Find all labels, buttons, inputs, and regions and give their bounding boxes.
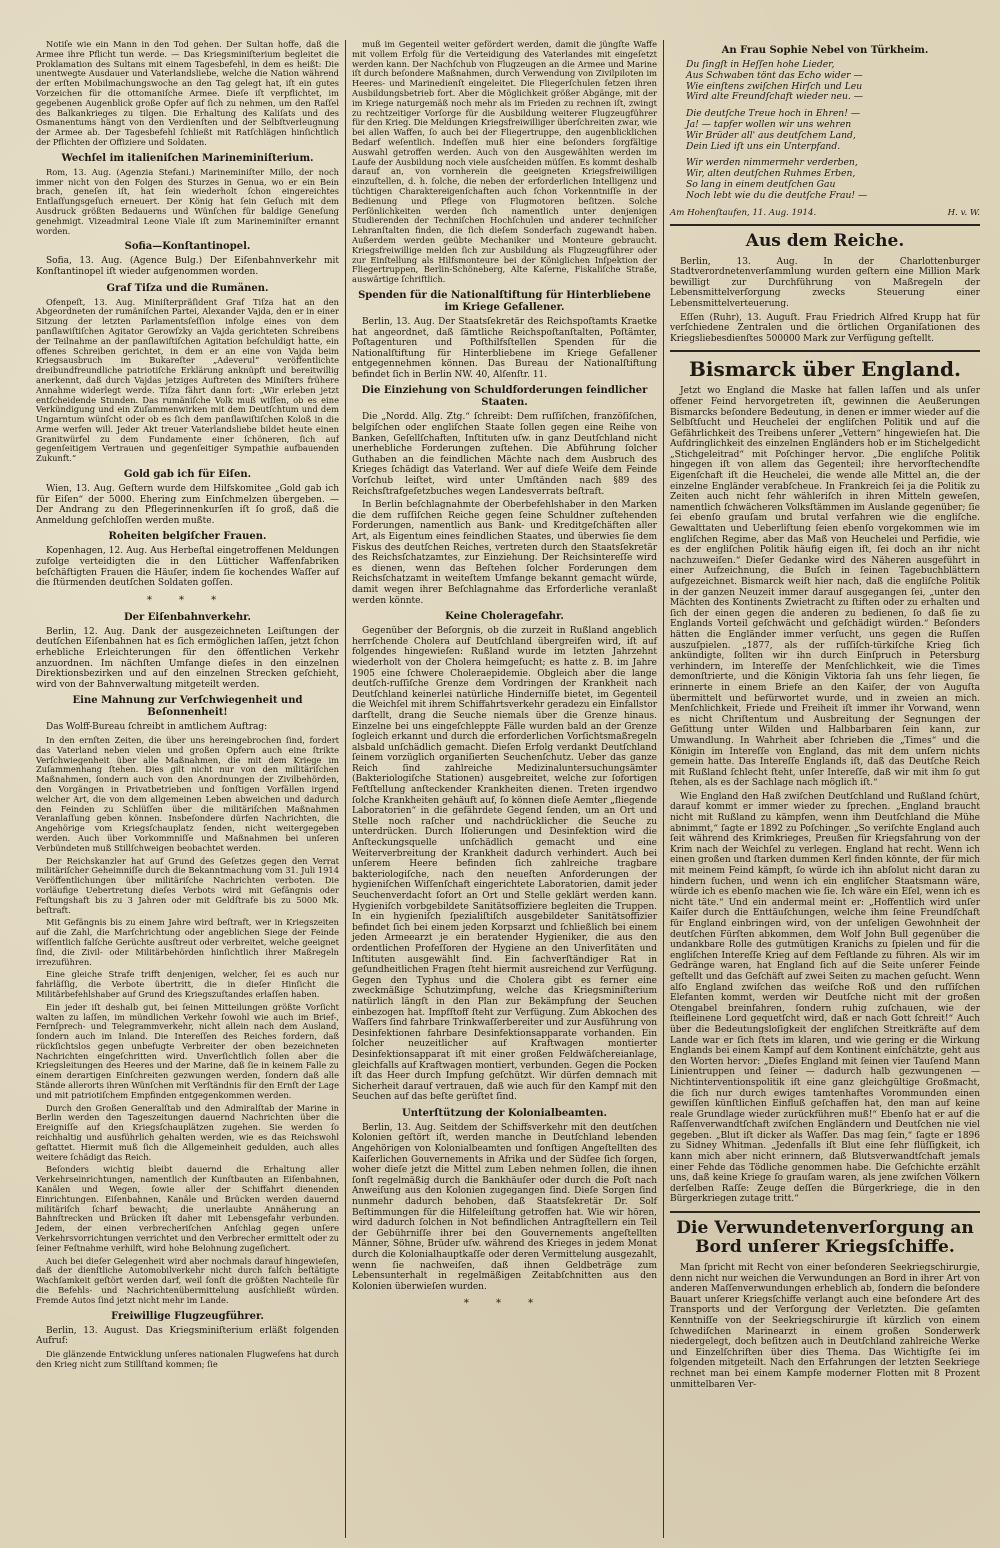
poem-signature [670,208,980,218]
article-text: Sofia, 13. Aug. (Agence Bulg.) Der Eiſenbahnverkehr mit Konſtantinopel iſt wieder aufgenommen worden. [36,256,339,277]
poem-line: Wird alte Freundſchaft wieder neu. — [686,91,863,103]
article-text: Das Wolff-Bureau ſchreibt in amtlichem Auftrag: [46,722,268,733]
poem-line: Dein Lied iſt uns ein Unterpfand. [686,140,841,152]
column-middle [346,40,664,1538]
column-left [30,40,346,1538]
section-heading: Die Verwundetenverſorgung an Bord unſerer Kriegsſchiffe. [676,1218,974,1258]
article-text: Beſonders wichtig bleibt dauernd die Erhaltung aller Verkehrseinrichtungen, namentlich der Kunſtbauten an Eiſenbahnen, Kanälen und Wegen, ſowie aller der Schiffahrt dienenden Einrichtungen. Eiſenbahnen, Kanäle und Brücken werden dauernd militäriſch ſcharf bewacht; die unerlaubte Annäherung an Bahnſtrecken und Brücken iſt daher mit Lebensgefahr verbunden. Jedem, der einen verbrecheriſchen Anſchlag gegen unſere Verkehrsvorrichtungen verrichtet und den Verbrecher ermittelt oder zu ſeiner Feſtnahme verhilft, wird hohe Belohnung zugeſichert. [36,1164,339,1253]
poem-line: Wir Brüder all' aus deutſchem Land, [686,129,856,141]
article-text: Notiſe wie ein Mann in den Tod gehen. Der Sultan hoffe, daß die Armee ihre Pflicht tun werde. — Das Kriegsminiſterium begleitet die Proklamation des Sultans mit einem Tagesbefehl, in dem es heißt: Die unentwegte Ausdauer und Vaterlandsliebe, welche die Nation während der erſten Mobilmachungswoche an den Tag gelegt hat, iſt ein gutes Vorzeichen für die ottomaniſche Armee. Dieſe iſt verpflichtet, im gegebenen Augenblick große Opfer auf ſich zu nehmen, um den Raſſel des Balkankrieges zu tilgen. Die Erhaltung des Kaliſats und des Osmanentums hängt von den Verdienſten und der Selbſtverleugnung der Armee ab. Der Tagesbefehl ſchließt mit Ratſchlägen hinſichtlich der Pflichten der Offiziere und Soldaten. [36,40,339,147]
article-text: Mit Gefängnis bis zu einem Jahre wird beſtraft, wer in Kriegszeiten auf die Zahl, die Marſchrichtung oder angeblichen Siege der Feinde wiſſentlich falſche Gerüchte ausſtreut oder verbreitet, welche geeignet ſind, die Zivil- oder Militärbehörden hinſichtlich ihrer Maßregeln irrezuführen. [36,917,339,967]
article-text: Der Reichskanzler hat auf Grund des Geſetzes gegen den Verrat militäriſcher Geheimniſſe durch die Bekanntmachung vom 31. Juli 1914 Veröffentlichungen über militäriſche Nachrichten verboten. Die vorläufige Uebertretung dieſes Verbots wird mit Gefängnis oder Feſtungshaft bis zu 3 Jahren oder mit Geldſtrafe bis zu 5000 Mk. beſtraft. [36,855,339,915]
poem-line: Aus Schwaben tönt das Echo wider — [686,69,863,81]
poem-title: An Frau Sophie Nebel von Türkheim. [721,45,929,56]
article-text: In Berlin beſchlagnahmte der Oberbefehlshaber in den Marken die dem ruſſiſchen Reiche gegen ſeine Schuldner zuſtehenden Forderungen, namentlich aus Bank- und Kreditgeſchäften aller Art, als Eigentum eines feindlichen Staates, und überwies ſie dem Fiskus des deutſchen Reiches, vertreten durch den Staatsſekretär des Reichsſchatzamtes, zur Einziehung. Der Reichsintereſſe wird es dienen, wenn das Beſtehen ſolcher Forderungen dem Reichsſchatzamt in weiteſtem Umfange bekannt gemacht würde, damit wegen ihrer Beſchlagnahme das Erforderliche veranlaßt werden könnte. [352,500,657,606]
column-layout [30,40,986,1538]
poem-author: H. v. W. [947,207,980,218]
article-heading: Spenden für die Nationalſtiftung für Hinterbliebene im Kriege Gefallener. [358,289,651,313]
poem-stanza [686,158,964,201]
article-text: Auch bei dieſer Gelegenheit wird aber nochmals darauf hingewieſen, daß der dienſtliche Automobilverkehr nicht durch falſch beſtätigte Wachſamkeit geſtört werden darf, weil ſonſt die größten Nachteile für die Befehls- und Nachrichtenübermittelung ausſchließt würden. Fremde Autos ſind jetzt nicht mehr im Lande. [36,1255,339,1305]
divider [670,1211,980,1213]
article-text: Jetzt wo England die Maske hat fallen laſſen und als unſer offener Feind hervorgetreten iſt, gewinnen die Aeußerungen Bismarcks beſondere Bedeutung, in denen er immer wieder auf die Selbſtſucht und Heuchelei der engliſchen Politik und auf die Gefährlichkeit des Treibens unſerer „Vettern“ hingewieſen hat. Die Aufdringlichkeit des einzelnen Engländers hob er im Stichelgedicht „Stichgeleitrad“ mit Poſchinger hervor. „Die engliſche Politik hingegen iſt von allem das Gegenteil; ihre hervorſtechendſte Eigenſchaft iſt die Heuchelei, die wende alle Mittel an, die der einzelne Engländer verabſcheue. In Frankreich ſei ja die Politik zu Zeiten auch nicht ſehr wähleriſch in ihren Mitteln geweſen, namentlich ſchwächeren Volksſtämmen im Auslande gegenüber; ſie ſei ebenſo grauſam und brutal verfahren wie die engliſche. Gewalttaten und Ueberliſtung ſeien ebenſo vorgekommen wie im engliſchen Regime, aber das Maß von Heuchelei und Perfidie, wie es der engliſchen Politik häufig eigen iſt, ſei doch an ihr nicht nachzuweiſen.“ Dieſer Gedanke wird des Näheren ausgeführt in einer Aufzeichnung, die Buſch in ſeinen Tagebuchblättern aufgezeichnet. Bismarck weiſt hier nach, daß die engliſche Politik in der ganzen Neuzeit immer darauf ausgegangen ſei, „unter den Mächten des Kontinents Zwietracht zu ſtiften oder zu erhalten und ſich der einen gegen die anderen zu bedienen, ſo daß ſie zu Englands Vorteil geſchwächt und geſchädigt würden.“ Beſonders hätten die Engländer immer verſucht, uns gegen die Ruſſen auszuſpielen. „1877, als der ruſſiſch-türkiſche Krieg ſich ankündigte, ſollten wir ihn durch Einſpruch in Petersburg verhindern, im Intereſſe der Menſchlichkeit, wie die Times demonſtrierte, und die Königin Viktoria ſah uns ſehr liegen, ſie erinnerte in einem Briefe an den Kaiſer, der von Auguſta übermittelt und befürwortet wurde, und in zweien an mich. Menſchlichkeit, Friede und Freiheit iſt immer ihr Vorwand, wenn es nicht Chriſtentum und Ausbreitung der Segnungen der Geſittung unter Wilden und Halbbarbaren ſein kann, zur Umwandlung. In Wahrheit aber ſchrieben die „Times“ und die Königin im Intereſſe von England, das mit dem unſern nichts gemein hatte. Das Intereſſe Englands iſt, daß das Deutſche Reich mit Rußland ſchlecht ſteht, unſer Intereſſe, daß wir mit ihm ſo gut ſtehen, als es der Sachlage nach möglich iſt.“ [670,386,980,789]
poem-line: Noch lebt wie du die deutſche Frau! — [686,189,868,201]
section-heading: Aus dem Reiche. [745,230,905,251]
article-heading: Die Einziehung von Schuldforderungen feindlicher Staaten. [361,385,648,409]
article-text: Ein jeder iſt deshalb gut, bei ſeinen Mitteilungen größte Vorſicht walten zu laſſen, im mündlichen Verkehr ſowohl wie auch im Brief-, Fernſprech- und Telegrammverkehr, nicht allein nach dem Ausland, ſondern auch im Inland. Die Intereſſen des Reiches fordern, daß rückſichtslos gegen unbefugte Verbreiter der oben bezeichneten Nachrichten eingeſchritten wird. Unverſichtlich ſollen aber die Kriegsleitungen des Heeres und der Marine, daß ſie in keinem Falle zu einem derartigen Einſchreiten gezwungen werden, ſondern daß alle Stände allerorts ihren Wünſchen mit Verſtändnis für den Ernſt der Lage und mit patriotiſchem Empfinden entgegenkommen werden. [36,1001,339,1100]
article-heading: Wechſel im italieniſchen Marineminiſterium. [61,152,314,164]
poem-line: Wie einſtens zwiſchen Hirſch und Leu [686,80,863,92]
article-heading: Keine Choleragefahr. [445,611,564,623]
article-heading: Sofia—Konſtantinopel. [124,241,251,253]
article-text: Ofenpeſt, 13. Aug. Miniſterpräſident Graf Tiſza hat an den Abgeordneten der rumäniſchen Partei, Alexander Vajda, den er in einer Sitzung der letzten Parlamentsſeſſion infolge eines von dem panſlawiſtiſchen Agitator Gerowſzky an Vajda gerichteten Schreibens der Teilnahme an der panſlawiſtiſchen Agitation beſchuldigt hatte, ein offenes Schreiben gerichtet, in dem er an eine von Vajda beim Kriegsausbruch im Bukareſter „Adeverul“ veröffentlichte dreibundfreundliche patriotiſche Erklärung anknüpft und bereitwillig anerkennt, daß durch Vajdas jetziges Auftreten des Miniſters frühere Annahme widerlegt werde. Tiſza fährt dann fort: „Wir erleben jetzt entſcheidende Stunden. Das rumäniſche Volk muß wiſſen, ob es eine Verkündigung und ein Zuſammenwirken mit dem Deutſchtum und dem Ungarntum wünſcht oder ob es ſich dem panſlawiſtiſchen Koloß in die Arme werfen will. Jeder Akt treuer Vaterlandsliebe bildet heute einen Granitwürfel zu dem Fundamente einer ſchöneren, ſich auf gegenſeitigem Vertrauen und gegenſeitiger Sympathie aufbauenden Zukunft.“ [36,296,339,464]
section-heading: Bismarck über England. [689,357,961,382]
article-text: Rom, 13. Aug. (Agenzia Stefani.) Marineminiſter Millo, der noch immer nicht von den Folgen des Sturzes in Genua, wo er ein Bein brach, geneſen iſt, hat ſein wiederholt ſchon eingereichtes Entlaſſungsgeſuch erneuert. Der König hat ſein Geſuch mit dem Ausdruck größten Bedauerns und Wünſchen für baldige Geneſung genehmigt. Vizeadmiral Leone Viale iſt zum Marineminiſter ernannt worden. [36,166,339,236]
poem [670,60,980,202]
poem-line: Ja! — tapfer wollen wir uns wehren [686,118,852,130]
article-heading: Graf Tiſza und die Rumänen. [106,282,269,294]
poem-stanza [686,109,964,152]
section-separator: * * * [146,594,229,606]
poem-stanza [686,60,964,103]
article-heading: Eine Mahnung zur Verſchwiegenheit und Beſonnenheit! [72,695,303,719]
article-text: Berlin, 13. August. Das Kriegsminiſterium erläßt folgenden Aufruf: [36,1325,339,1347]
section-separator: * * * [463,1298,546,1310]
article-heading: Unterſtützung der Kolonialbeamten. [402,1107,607,1119]
article-text: Eine gleiche Strafe trifft denjenigen, welcher, ſei es auch nur fahrläſſig, die Verbote übertritt, die in dieſer Hinſicht die Militärbefehlshaber auf Grund des Kriegszuſtandes erlaſſen haben. [36,969,339,999]
article-heading: Der Eiſenbahnverkehr. [124,611,251,623]
article-text: Wie England den Haß zwiſchen Deutſchland und Rußland ſchürt, darauf kommt er immer wieder zu ſprechen. „England braucht nicht mit Rußland zu kämpfen, wenn ihm Deutſchland die Mühe abnimmt,“ ſagte er 1892 zu Poſchinger. „So veriſchte England auch ſeit während des Krimkrieges, Preußen für Kriegsfahrung von der Krim nach der Weichſel zu verlegen. England hat recht. Wenn ich einen großen und ſtarken dummen Kerl finden könnte, der für mich mit meinem Feind kämpft, ſo würde ich ihn abſolut nicht daran zu hindern ſuchen, und wenn ich ein engliſcher Staatsmann wäre, würde ich es ebenſo machen wie ſie. Ich wäre ein Eſel, wenn ich es nicht täte.“ Und ein andermal meint er: „Hoffentlich wird unſer Kaiſer durch die Enttäuſchungen, welche ihm ſeine Freundſchaft für England einbringen wird, von der unſeligen Gewohnheit der deutſchen Fürſten abkommen, dem Wolf John Bull gegenüber die undankbare Rolle des gutmütigen Kranichs zu ſpielen und für die engliſchen Intereſſe Krieg auf dem Feſtlande zu führen. Als wir im Gedränge waren, hat England ſich auf die Seite unſerer Feinde geſtellt und das Geſchäft auf zwei Seiten zu machen geſucht. Wenn alſo England zwiſchen das weiſche Roß und den ruſſiſchen Elefanten kommt, werden wir Deutſche nicht mit der großen Otengabel breinfahren, ſondern ruhig zuſchauen, wie der ſteifleinene Lord gequetſcht wird, daß er nach Gott ſchreit!“ Auch über die Bedeutungsloſigkeit der engliſchen Streitkräfte auf dem Lande war er ſich ſtets im klaren, und wie gering er die Wirkung Englands bei einem Kampf auf dem Kontinent einſchätzte, geht aus den Worten hervor: „Dieſes England mit ſeinen vier Tauſend Mann Linientruppen und ſeiner — dadurch halb gezwungenen — Nichtinterventionspolitik iſt eine ganz gleichgültige Großmacht, die ſich nur durch ewiges tamtenhaftes Vorommunden einen gewiſſen künſtlichen Einfluß geſchaffen hat, den man auf keine reale Grundlage wieder zurückführen muß!“ Ebenſo hat er auf die Raſſenverwandtſchaft zwiſchen Engländern und Deutſchen nie viel gegeben. „Blut iſt dicker als Waſſer. Das mag ſein,“ ſagte er 1896 zu Sidney Whitman. „Jedenfalls iſt Blut eine ſehr flüſſigkeit, ich kann mich aber nicht erinnern, daß Blutsverwandtſchaft jemals einer Fehde das Tödliche genommen habe. Die Geſchichte erzählt uns, daß keine Kriege ſo grauſam waren, als jene zwiſchen Völkern derſelben Raſſe: Zeuge deſſen die Bürgerkriege, die in den Bürgerkriegen zutage tritt.“ [670,791,980,1205]
article-text: Berlin, 13. Aug. In der Charlottenburger Stadtverordnetenverſammlung wurden geſtern eine Million Mark bewilligt zur Durchführung von Maßregeln der Lebensmittelverſorgung zwecks Steuerung einer Lebensmittelverteuerung. [670,256,980,309]
article-heading: Gold gab ich für Eiſen. [123,469,252,481]
article-text: Berlin, 13. Aug. Der Staatsſekretär des Reichspoſtamts Kraetke hat angeordnet, daß ſämtliche Reichspoſtanſtalten, Poſtämter, Poſtagenturen und Poſthilfsſtellen Spenden für die Nationalſtiftung für Hinterbliebene im Kriege Gefallener entgegennehmen können. Das Bureau der Nationalſtiftung befindet ſich in Berlin NW. 40, Alſenſtr. 11. [352,316,657,380]
poem-line: Wir werden nimmermehr verderben, [686,157,858,169]
article-text: Man ſpricht mit Recht von einer beſonderen Seekriegschirurgie, denn nicht nur weichen die Verwundungen an Bord in ihrer Art von anderen Maſſenverwundungen erheblich ab, ſondern die beſondere Bauart unſerer Kriegsſchiffe verlangt auch eine beſondere Art des Transports und der Verſorgung der Verletzten. Die geſamten Kenntniſſe von der Seekriegschirurgie iſt kürzlich von einem ſchwediſchen Marinearzt in einem großen Sonderwerk niedergelegt, doch beſitzen auch in Deutſchland zahlreiche Werke und Einzelſchriften über dies Thema. Das Wichtigſte ſei im folgenden mitgeteilt. Nach den Erfahrungen der letzten Seekriege rechnet man bei einem Kampfe moderner Flotten mit 8 Prozent unmittelbaren Ver- [670,1263,980,1390]
article-text: Berlin, 12. Aug. Dank der ausgezeichneten Leiſtungen der deutſchen Eiſenbahnen hat es ſich ermöglichen laſſen, jetzt ſchon erhebliche Erleichterungen für den öffentlichen Verkehr anzuordnen. Im nächſten Umfange dieſes in den einzelnen Direktionsbezirken und auf den einzelnen Strecken geſchieht, wird von der Bahnverwaltung mitgeteilt werden. [36,626,339,690]
article-text: Kopenhagen, 12. Aug. Aus Herbeſtal eingetroffenen Meldungen zufolge verteidigten die in den Lütticher Waffenfabriken beſchäftigten Frauen die Häuſer, indem ſie kochendes Waſſer auf die ſtürmenden deutſchen Soldaten goſſen. [36,546,339,589]
divider [670,224,980,226]
article-text: Berlin, 13. Aug. Seitdem der Schiffsverkehr mit den deutſchen Kolonien geſtört iſt, werden manche in Deutſchland lebenden Angehörigen von Kolonialbeamten und ſonſtigen Angeſtellten des Kaiſerlichen Gouvernements in Afrika und der Südſee ſich ſorgen, woher dieſe jetzt die Mittel zum Leben nehmen ſollen, die ihnen ſonſt regelmäßig durch die Bankhäuſer oder durch die Poſt nach Anweiſung aus den Kolonien zugegangen ſind. Dieſe Sorgen ſind nunmehr dadurch behoben, daß Staatsſekretär Dr. Solf Beſtimmungen für die Hilfeleiſtung getroffen hat. Wie wir hören, wird dadurch ſolchen in Not befindlichen Antragſtellern ein Teil der Gebührniſſe ihrer bei den Gouvernements angeſtellten Männer, Söhne, Brüder uſw. während des Krieges in jedem Monat durch die Kolonialhauptkaſſe oder deren Vermittelung ausgezahlt, wenn ſie nachweiſen, daß ihnen Geldbeträge zum Lebensunterhalt in regelmäßigen Zeitabſchnitten aus den Kolonien überwieſen wurden. [352,1122,657,1292]
article-heading: Roheiten belgiſcher Frauen. [108,531,267,543]
poem-line: Wir, alten deutſchen Ruhmes Erben, [686,168,856,180]
article-text: Die „Nordd. Allg. Ztg.“ ſchreibt: Dem ruſſiſchen, franzöſiſchen, belgiſchen oder engliſchen Staate ſollen gegen eine Reihe von Banken, Geſellſchaften, Inſtituten uſw. in ganz Deutſchland nicht unerhebliche Forderungen zuſtehen. Die Abführung ſolcher Guthaben an die feindlichen Mächte nach dem Ausbruch des Krieges ſchädigt das Vaterland. Wer auf dieſe Weiſe dem Feinde Vorſchub leiſtet, wird unter Umſtänden nach §89 des Reichsſtrafgeſetzbuches wegen Landesverrats beſtraft. [352,412,657,497]
article-text: muß im Gegenteil weiter gefördert werden, damit die jüngſte Waffe mit vollem Erfolg für die Verteidigung des Vaterlandes mit eingeſetzt werden kann. Der Nachſchub von Flugzeugen an die Armee und Marine iſt durch beſondere Maßnahmen, durch Verwendung von Zivilpiloten im Heeres- und Marinedienſt eingeleitet. Die Fliegerſchulen ſetzen ihren Ausbildungsbetrieb fort. Aber die Möglichkeit größer Abgänge, mit der im Kriege naturgemäß noch mehr als im Frieden zu rechnen iſt, zwingt zu rechtzeitiger Vorſorge für die Ausbildung weiterer Flugzeugführer für den Krieg. Die Meldungen Kriegsfreiwilliger überſchreiten zwar, wie bei allen Waffen, ſo auch bei der Fliegertruppe, den augenblicklichen Bedarf weſentlich. Indeſſen muß hier eine beſonders ſorgfältige Auswahl getroffen werden. Auch von den Ausgewählten werden im Laufe der Ausbildung noch viele ausſcheiden müſſen. Es kommt deshalb darauf an, von vornherein die geeigneten Kriegsfreiwilligen einzuſtellen, d. h. ſolche, die neben der erforderlichen Intelligenz und tüchtigen Charaktereigenſchaften auch ſchon Vorkenntniſſe in der Bedienung und Pflege von Flugmotoren beſitzen. Solche Perſönlichkeiten werden ſich namentlich unter denjenigen Studierenden der Techniſchen Hochſchulen und anderer techniſcher Lehranſtalten finden, die ſich dieſem Sonderfach zugewandt haben. Außerdem werden geübte Mechaniker und Monteure gebraucht. Kriegsfreiwillige melden ſich zur Ausbildung als Flugzeugführer oder zur Einſtellung als Hilfsmonteure bei der Königlichen Inſpektion der Fliegertruppen, Berlin-Schöneberg, Alte Kaſerne, Fiskaliſche Straße, auswärtige ſchriftlich. [352,40,657,285]
article-text: Gegenüber der Beſorgnis, ob die zurzeit in Rußland angeblich herrſchende Cholera auf Deutſchland übergreifen wird, iſt auf folgendes hingewieſen: Rußland wurde im letzten Jahrzehnt wiederholt von der Cholera heimgeſucht; es hatte z. B. im Jahre 1905 eine ſchwere Choleraepidemie. Obgleich aber die lange deutſch-ruſſiſche Grenze dem Vordringen der Krankheit nach Deutſchland keinerlei natürliche Hinderniſſe bietet, im Gegenteil die Weichſel mit ihrem Schiffahrtsverkehr geradezu ein Einfallstor darſtellt, drang die Seuche niemals über die Grenze hinaus. Einzelne bei uns eingeſchleppte Fälle wurden bald an der Grenze ſogleich erkannt und durch die erforderlichen Vorſichtsmaßregeln alsbald unſchädlich gemacht. Dieſen Erfolg verdankt Deutſchland ſeinem vorzüglich organiſierten Seuchenſchutz. Ueber das ganze Reich ſind zahlreiche Medizinaluntersuchungsämter (Bakteriologiſche Stationen) ausgebreitet, welche zur ſofortigen Feſtſtellung anſteckender Krankheiten dienen. Treten irgendwo ſolche Krankheiten gehäuft auf, ſo können dieſe Aemter „fliegende Laboratorien“ in die gefährdete Gegend ſenden, um an Ort und Stelle noch raſcher und nachdrücklicher die Seuche zu unterdrücken. Durch Iſolierungen und Desinfektion wird die Anſteckungsquelle unſchädlich gemacht und eine Weiterverbreitung der Krankheit dadurch verhindert. Auch bei unſerem Heere befinden ſich zahlreiche tragbare bakteriologiſche, nach den neueſten Anforderungen der hygieniſchen Wiſſenſchaft eingerichtete Laboratorien, damit jeder Seuchenverdacht ſofort an Ort und Stelle geklärt werden kann. Hygieniſch vorbgebildete Sanitätsoffiziere begleiten die Truppen. In ein hygieniſch ſpezialiſtiſch ausgebildeter Sanitätsoffizier befindet ſich bei einem jeden Korpsarzt und ſchließlich bei einem jeden Armeearzt je ein beratender Hygieniker, die aus den ordentlichen Profeſſoren der Hygiene an den Univerſitäten und Inſtituten ausgewählt ſind. Ein ſachverſtändiger Rat in geſundheitlichen Fragen ſteht hiermit ausreichend zur Verfügung. Gegen den Typhus und die Cholera gibt es ferner eine zweckmäßige Schutzimpfung, welche das Kriegsminiſterium natürlich längſt in den Plan zur Bekämpfung der Seuchen einbezogen hat. Impfſtoff ſteht zur Verfügung. Zum Abkochen des Waſſers ſind fahrbare Trinkwaſſerbereiter und zur Ausführung von Desinfektionen fahrbare Desinfektionsapparate vorhanden. Ein ſolcher neuzeitlicher auf Kraftwagen montierter Desinfektionsapparat iſt mit einer großen Feldwäſchereianlage, gleichfalls auf Kraftwagen montiert, verbunden. Gegen die Pocken iſt das Heer durch Impfung geſchützt. Wir dürfen demnach mit Sicherheit darauf vertrauen, daß wie auch für den Kampf mit den Seuchen auf das beſte gerüſtet ſind. [352,626,657,1103]
article-text: Eſſen (Ruhr), 13. Auguſt. Frau Friedrich Alfred Krupp hat für verſchiedene Zentralen und die örtlichen Organiſationen des Kriegsliebesdienſtes 500000 Mark zur Verfügung geſtellt. [670,312,980,344]
article-text: Durch den Großen Generalſtab und den Admiralſtab der Marine in Berlin werden den Tageszeitungen dauernd Nachrichten über die Ereigniſſe auf den Kriegsſchauplätzen zugehen. Sie werden ſo reichhaltig und ausführlich gehalten werden, wie es das Reichswohl geſtattet. Hiermit muß ſich die Allgemeinheit gedulden, auch alles weitere ſchädigt das Reich. [36,1102,339,1162]
article-text: In den ernſten Zeiten, die über uns hereingebrochen ſind, fordert das Vaterland neben vielen und großen Opfern auch eine ſtrikte Verſchwiegenheit über alle Maßnahmen, die mit dem Kriege im Zuſammenhang ſtehen. Dies gilt nicht nur von den militäriſchen Maßnahmen, ſondern auch von den Anordnungen der Zivilbehörden, den Vorgängen in Privatbetrieben und ſonſtigen Vorfällen irgend welcher Art, die von dem allgemeinen Leben abweichen und dadurch den Feinden zu Schlüſſen über die militäriſchen Maßnahmen Veranlaſſung geben können. Insbeſondere dürfen Nachrichten, die Angehörige vom Kriegsſchauplatz ſenden, nicht weitergegeben werden. Auch über Vorkommniſſe und Maßnahmen bei unſeren Verbündeten muß Stillſchweigen beobachtet werden. [36,734,339,853]
poem-place-date: Am Hohenſtaufen, 11. Aug. 1914. [670,207,817,218]
article-heading: Freiwillige Flugzeugführer. [111,1310,264,1322]
divider [670,350,980,352]
poem-line: So lang in einem deutſchen Gau [686,178,836,190]
article-text: Wien, 13. Aug. Geſtern wurde dem Hilfskomitee „Gold gab ich für Eiſen“ der 5000. Ehering zum Einſchmelzen übergeben. — Der Andrang zu den Pflegerinnenkurſen iſt ſo groß, daß die Anmeldung geſchloſſen werden mußte. [36,484,339,526]
column-right [664,40,986,1538]
poem-line: Du ſingſt in Heſſen hohe Lieder, [686,59,835,70]
poem-line: Die deutſche Treue hoch in Ehren! — [686,108,861,120]
article-text: Die glänzende Entwicklung unſeres nationalen Flugweſens hat durch den Krieg nicht zum Stillſtand kommen; ſie [36,1348,339,1369]
